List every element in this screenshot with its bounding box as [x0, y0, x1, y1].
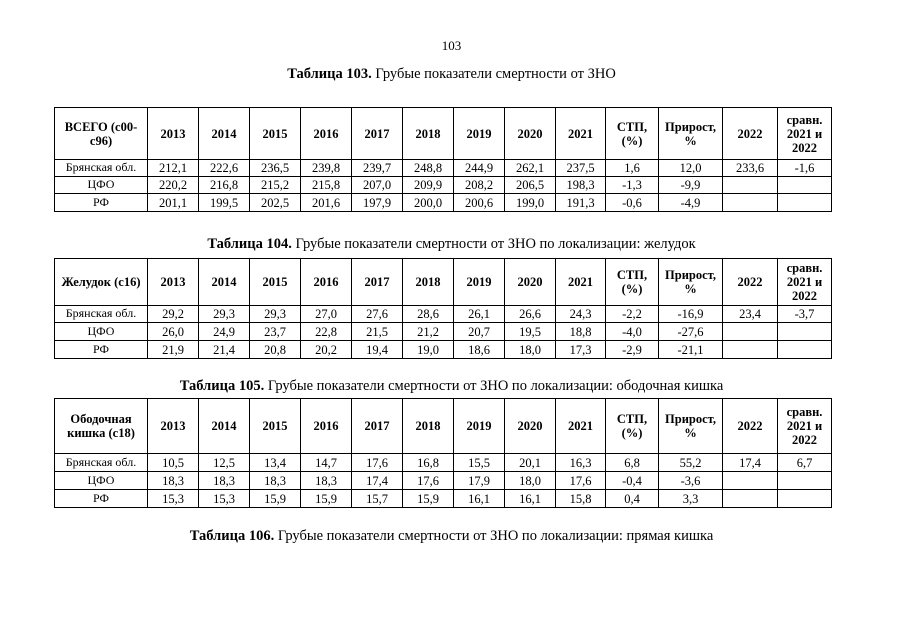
table-cell-value: 18,6 — [454, 341, 505, 359]
table-caption-text: Грубые показатели смертности от ЗНО по локализации: прямая кишка — [274, 528, 714, 544]
table-row — [55, 194, 832, 212]
table-cell-2022 — [723, 177, 778, 194]
table-cell-value: 15,3 — [148, 490, 199, 508]
table-cell-value: 26,0 — [148, 323, 199, 341]
column-header-stp: СТП, (%) — [606, 399, 659, 454]
table-cell-value: 15,7 — [352, 490, 403, 508]
column-header-year: 2013 — [148, 259, 199, 306]
column-header-year: 2014 — [199, 108, 250, 160]
column-header-category: ВСЕГО (с00-с96) — [55, 108, 148, 160]
table-cell-stp: -2,2 — [606, 306, 659, 323]
column-header-category: Ободочная кишка (с18) — [55, 399, 148, 454]
table-cell-2022: 17,4 — [723, 454, 778, 472]
row-region-name: ЦФО — [55, 323, 148, 341]
table-cell-compare: -3,7 — [778, 306, 832, 323]
column-header-year: 2018 — [403, 259, 454, 306]
table-cell-stp: -1,3 — [606, 177, 659, 194]
table-caption — [0, 66, 903, 83]
column-header-growth: Прирост, % — [659, 259, 723, 306]
table-cell-growth: -21,1 — [659, 341, 723, 359]
table-cell-value: 199,0 — [505, 194, 556, 212]
table-cell-value: 201,6 — [301, 194, 352, 212]
table-cell-value: 220,2 — [148, 177, 199, 194]
column-header-year: 2017 — [352, 108, 403, 160]
table-cell-value: 21,2 — [403, 323, 454, 341]
table-cell-value: 26,6 — [505, 306, 556, 323]
table-row — [55, 490, 832, 508]
column-header-year: 2016 — [301, 259, 352, 306]
table-cell-value: 17,6 — [556, 472, 606, 490]
table-cell-growth: 55,2 — [659, 454, 723, 472]
table-cell-growth: 3,3 — [659, 490, 723, 508]
row-region-name: ЦФО — [55, 177, 148, 194]
table-cell-value: 202,5 — [250, 194, 301, 212]
table-cell-stp: 0,4 — [606, 490, 659, 508]
column-header-year: 2018 — [403, 108, 454, 160]
table-cell-2022 — [723, 490, 778, 508]
column-header-year: 2016 — [301, 108, 352, 160]
table-cell-value: 18,8 — [556, 323, 606, 341]
table-cell-value: 21,4 — [199, 341, 250, 359]
table-cell-growth: -4,9 — [659, 194, 723, 212]
mortality-table — [54, 107, 832, 212]
table-cell-value: 262,1 — [505, 160, 556, 177]
row-region-name: ЦФО — [55, 472, 148, 490]
table-cell-value: 13,4 — [250, 454, 301, 472]
table-cell-value: 17,3 — [556, 341, 606, 359]
table-row — [55, 341, 832, 359]
table-cell-value: 27,6 — [352, 306, 403, 323]
table-cell-compare — [778, 323, 832, 341]
table-row — [55, 306, 832, 323]
table-cell-value: 29,3 — [199, 306, 250, 323]
table-cell-2022 — [723, 472, 778, 490]
table-cell-value: 216,8 — [199, 177, 250, 194]
table-cell-value: 15,5 — [454, 454, 505, 472]
table-cell-value: 237,5 — [556, 160, 606, 177]
table-cell-value: 215,2 — [250, 177, 301, 194]
table-cell-value: 19,4 — [352, 341, 403, 359]
table-cell-stp: 6,8 — [606, 454, 659, 472]
table-cell-value: 29,3 — [250, 306, 301, 323]
table-cell-value: 20,1 — [505, 454, 556, 472]
table-caption-number: Таблица 106. — [189, 528, 275, 544]
table-cell-value: 23,7 — [250, 323, 301, 341]
table-cell-2022: 23,4 — [723, 306, 778, 323]
table-cell-value: 18,3 — [199, 472, 250, 490]
table-cell-2022 — [723, 194, 778, 212]
table-cell-value: 17,4 — [352, 472, 403, 490]
table-cell-growth: 12,0 — [659, 160, 723, 177]
row-region-name: Брянская обл. — [55, 306, 148, 323]
column-header-year: 2016 — [301, 399, 352, 454]
table-row — [55, 177, 832, 194]
column-header-year: 2019 — [454, 108, 505, 160]
table-cell-stp: 1,6 — [606, 160, 659, 177]
table-row — [55, 160, 832, 177]
column-header-year: 2021 — [556, 399, 606, 454]
table-caption-text: Грубые показатели смертности от ЗНО по локализации: ободочная кишка — [264, 378, 724, 394]
table-header-row — [55, 259, 832, 306]
table-row — [55, 323, 832, 341]
table-cell-stp: -4,0 — [606, 323, 659, 341]
table-cell-value: 201,1 — [148, 194, 199, 212]
row-region-name: Брянская обл. — [55, 160, 148, 177]
table-cell-value: 29,2 — [148, 306, 199, 323]
column-header-year: 2015 — [250, 399, 301, 454]
table-cell-value: 21,5 — [352, 323, 403, 341]
table-cell-value: 18,3 — [148, 472, 199, 490]
column-header-year: 2020 — [505, 259, 556, 306]
mortality-table — [54, 398, 832, 508]
table-cell-value: 20,8 — [250, 341, 301, 359]
table-cell-value: 191,3 — [556, 194, 606, 212]
table-cell-value: 209,9 — [403, 177, 454, 194]
table-cell-value: 17,6 — [352, 454, 403, 472]
table-cell-value: 17,9 — [454, 472, 505, 490]
column-header-year: 2017 — [352, 259, 403, 306]
column-header-compare: сравн. 2021 и 2022 — [778, 108, 832, 160]
table-cell-value: 239,7 — [352, 160, 403, 177]
column-header-2022: 2022 — [723, 108, 778, 160]
table-cell-growth: -3,6 — [659, 472, 723, 490]
column-header-stp: СТП, (%) — [606, 259, 659, 306]
table-cell-value: 16,1 — [454, 490, 505, 508]
table-cell-value: 206,5 — [505, 177, 556, 194]
table-caption — [0, 378, 903, 395]
row-region-name: РФ — [55, 341, 148, 359]
table-cell-value: 14,7 — [301, 454, 352, 472]
table-cell-value: 236,5 — [250, 160, 301, 177]
column-header-year: 2015 — [250, 259, 301, 306]
table-cell-value: 20,7 — [454, 323, 505, 341]
table-cell-compare — [778, 177, 832, 194]
table-cell-value: 208,2 — [454, 177, 505, 194]
table-cell-compare — [778, 472, 832, 490]
column-header-year: 2019 — [454, 399, 505, 454]
table-cell-value: 17,6 — [403, 472, 454, 490]
table-header-row — [55, 399, 832, 454]
table-cell-value: 27,0 — [301, 306, 352, 323]
column-header-compare: сравн. 2021 и 2022 — [778, 259, 832, 306]
column-header-stp: СТП, (%) — [606, 108, 659, 160]
table-row — [55, 454, 832, 472]
table-cell-value: 18,0 — [505, 341, 556, 359]
table-cell-value: 26,1 — [454, 306, 505, 323]
column-header-year: 2020 — [505, 108, 556, 160]
row-region-name: Брянская обл. — [55, 454, 148, 472]
table-cell-value: 15,9 — [301, 490, 352, 508]
table-cell-value: 16,3 — [556, 454, 606, 472]
table-cell-value: 19,5 — [505, 323, 556, 341]
table-cell-value: 199,5 — [199, 194, 250, 212]
mortality-table — [54, 258, 832, 359]
column-header-year: 2015 — [250, 108, 301, 160]
table-cell-value: 24,3 — [556, 306, 606, 323]
table-caption-number: Таблица 103. — [287, 66, 372, 82]
table-cell-value: 24,9 — [199, 323, 250, 341]
column-header-2022: 2022 — [723, 259, 778, 306]
column-header-year: 2013 — [148, 399, 199, 454]
column-header-2022: 2022 — [723, 399, 778, 454]
table-cell-value: 15,9 — [403, 490, 454, 508]
row-region-name: РФ — [55, 490, 148, 508]
column-header-year: 2014 — [199, 259, 250, 306]
column-header-year: 2017 — [352, 399, 403, 454]
table-cell-value: 10,5 — [148, 454, 199, 472]
table-cell-value: 200,0 — [403, 194, 454, 212]
table-cell-value: 18,0 — [505, 472, 556, 490]
table-cell-growth: -16,9 — [659, 306, 723, 323]
table-cell-value: 15,9 — [250, 490, 301, 508]
column-header-compare: сравн. 2021 и 2022 — [778, 399, 832, 454]
table-cell-value: 222,6 — [199, 160, 250, 177]
column-header-growth: Прирост, % — [659, 399, 723, 454]
table-cell-value: 215,8 — [301, 177, 352, 194]
table-cell-2022: 233,6 — [723, 160, 778, 177]
table-cell-compare: -1,6 — [778, 160, 832, 177]
table-cell-value: 239,8 — [301, 160, 352, 177]
table-header-row — [55, 108, 832, 160]
table-cell-value: 200,6 — [454, 194, 505, 212]
table-cell-stp: -0,6 — [606, 194, 659, 212]
table-cell-value: 15,8 — [556, 490, 606, 508]
table-cell-value: 18,3 — [250, 472, 301, 490]
table-cell-value: 207,0 — [352, 177, 403, 194]
table-cell-stp: -2,9 — [606, 341, 659, 359]
table-cell-value: 18,3 — [301, 472, 352, 490]
table-cell-value: 15,3 — [199, 490, 250, 508]
table-cell-2022 — [723, 323, 778, 341]
table-cell-value: 197,9 — [352, 194, 403, 212]
table-cell-growth: -9,9 — [659, 177, 723, 194]
table-cell-value: 22,8 — [301, 323, 352, 341]
column-header-year: 2014 — [199, 399, 250, 454]
table-cell-value: 244,9 — [454, 160, 505, 177]
table-cell-value: 212,1 — [148, 160, 199, 177]
column-header-year: 2021 — [556, 259, 606, 306]
column-header-year: 2018 — [403, 399, 454, 454]
table-cell-value: 12,5 — [199, 454, 250, 472]
table-cell-value: 248,8 — [403, 160, 454, 177]
column-header-year: 2013 — [148, 108, 199, 160]
table-cell-compare — [778, 194, 832, 212]
table-cell-2022 — [723, 341, 778, 359]
row-region-name: РФ — [55, 194, 148, 212]
table-cell-value: 16,8 — [403, 454, 454, 472]
column-header-year: 2021 — [556, 108, 606, 160]
column-header-year: 2020 — [505, 399, 556, 454]
table-cell-compare — [778, 341, 832, 359]
table-cell-value: 198,3 — [556, 177, 606, 194]
table-row — [55, 472, 832, 490]
table-cell-value: 19,0 — [403, 341, 454, 359]
table-cell-compare — [778, 490, 832, 508]
column-header-category: Желудок (с16) — [55, 259, 148, 306]
table-caption-text: Грубые показатели смертности от ЗНО по локализации: желудок — [291, 236, 696, 252]
table-cell-value: 16,1 — [505, 490, 556, 508]
table-cell-compare: 6,7 — [778, 454, 832, 472]
column-header-year: 2019 — [454, 259, 505, 306]
table-caption-text: Грубые показатели смертности от ЗНО — [371, 66, 616, 82]
table-caption — [0, 236, 903, 253]
table-cell-growth: -27,6 — [659, 323, 723, 341]
table-cell-value: 20,2 — [301, 341, 352, 359]
table-caption — [0, 528, 903, 545]
table-cell-value: 28,6 — [403, 306, 454, 323]
table-cell-stp: -0,4 — [606, 472, 659, 490]
table-cell-value: 21,9 — [148, 341, 199, 359]
table-caption-number: Таблица 104. — [207, 236, 292, 252]
page-number: 103 — [441, 38, 462, 53]
table-caption-number: Таблица 105. — [179, 378, 265, 394]
column-header-growth: Прирост, % — [659, 108, 723, 160]
